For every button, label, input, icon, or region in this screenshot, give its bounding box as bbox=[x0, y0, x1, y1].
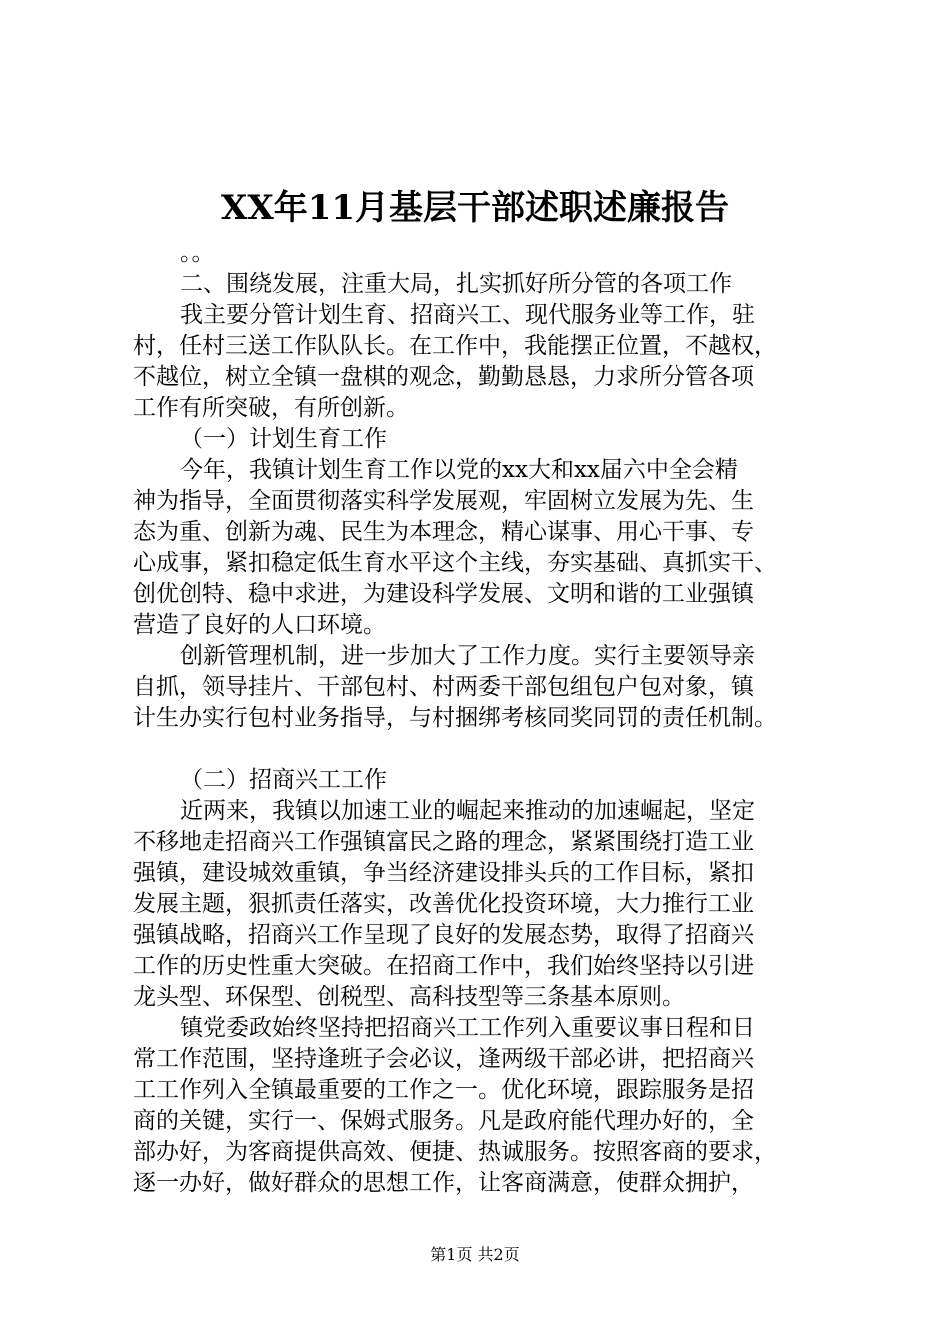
paragraph-line: 逐一办好，做好群众的思想工作，让客商满意，使群众拥护， bbox=[133, 1170, 754, 1196]
paragraph-line: 强镇，建设城效重镇，争当经济建设排头兵的工作目标，紧扣 bbox=[133, 860, 754, 886]
document-body bbox=[133, 238, 833, 1199]
paragraph-line: 工工作列入全镇最重要的工作之一。优化环境，跟踪服务是招 bbox=[133, 1077, 754, 1103]
blank-line bbox=[133, 734, 833, 765]
page-number-footer: 第1页 共2页 bbox=[430, 1245, 520, 1264]
paragraph-line: 镇党委政始终坚持把招商兴工工作列入重要议事日程和日 bbox=[180, 1015, 755, 1041]
section-heading: 二、围绕发展，注重大局，扎实抓好所分管的各项工作 bbox=[180, 271, 732, 297]
paragraph-line: 神为指导，全面贯彻落实科学发展观，牢固树立发展为先、生 bbox=[133, 488, 754, 514]
paragraph-line: 计生办实行包村业务指导，与村捆绑考核同奖同罚的责任机制。 bbox=[133, 705, 777, 731]
paragraph-line: 自抓，领导挂片、干部包村、村两委干部包组包户包对象，镇 bbox=[133, 674, 754, 700]
paragraph-line: 工作有所突破，有所创新。 bbox=[133, 395, 409, 421]
paragraph-line: 心成事，紧扣稳定低生育水平这个主线，夯实基础、真抓实干、 bbox=[133, 550, 777, 576]
paragraph-line: 。。 bbox=[180, 240, 215, 266]
paragraph-line: 近两来，我镇以加速工业的崛起来推动的加速崛起，坚定 bbox=[180, 798, 755, 824]
paragraph-line: 不移地走招商兴工作强镇富民之路的理念，紧紧围绕打造工业 bbox=[133, 829, 754, 855]
paragraph-line: 村，任村三送工作队队长。在工作中，我能摆正位置，不越权， bbox=[133, 333, 777, 359]
paragraph-line: 工作的历史性重大突破。在招商工作中，我们始终坚持以引进 bbox=[133, 953, 754, 979]
subsection-heading: （一）计划生育工作 bbox=[180, 426, 387, 452]
paragraph-line: 商的关键，实行一、保姆式服务。凡是政府能代理办好的，全 bbox=[133, 1108, 754, 1134]
paragraph-line: 创优创特、稳中求进，为建设科学发展、文明和谐的工业强镇 bbox=[133, 581, 754, 607]
paragraph-line: 龙头型、环保型、创税型、高科技型等三条基本原则。 bbox=[133, 984, 685, 1010]
paragraph-line: 常工作范围，坚持逢班子会必议，逢两级干部必讲，把招商兴 bbox=[133, 1046, 754, 1072]
paragraph-line: 不越位，树立全镇一盘棋的观念，勤勤恳恳，力求所分管各项 bbox=[133, 364, 754, 390]
paragraph-line: 创新管理机制，进一步加大了工作力度。实行主要领导亲 bbox=[180, 643, 755, 669]
paragraph-line: 部办好，为客商提供高效、便捷、热诚服务。按照客商的要求， bbox=[133, 1139, 777, 1165]
paragraph-line: 强镇战略，招商兴工作呈现了良好的发展态势，取得了招商兴 bbox=[133, 922, 754, 948]
subsection-heading: （二）招商兴工工作 bbox=[180, 767, 387, 793]
paragraph-line: 我主要分管计划生育、招商兴工、现代服务业等工作，驻 bbox=[180, 302, 755, 328]
paragraph-line: 今年，我镇计划生育工作以党的xx大和xx届六中全会精 bbox=[180, 457, 738, 483]
paragraph-line: 态为重、创新为魂、民生为本理念，精心谋事、用心干事、专 bbox=[133, 519, 754, 545]
document-title: XX年11月基层干部述职述廉报告 bbox=[220, 188, 730, 228]
paragraph-line: 营造了良好的人口环境。 bbox=[133, 612, 386, 638]
paragraph-line: 发展主题，狠抓责任落实，改善优化投资环境，大力推行工业 bbox=[133, 891, 754, 917]
